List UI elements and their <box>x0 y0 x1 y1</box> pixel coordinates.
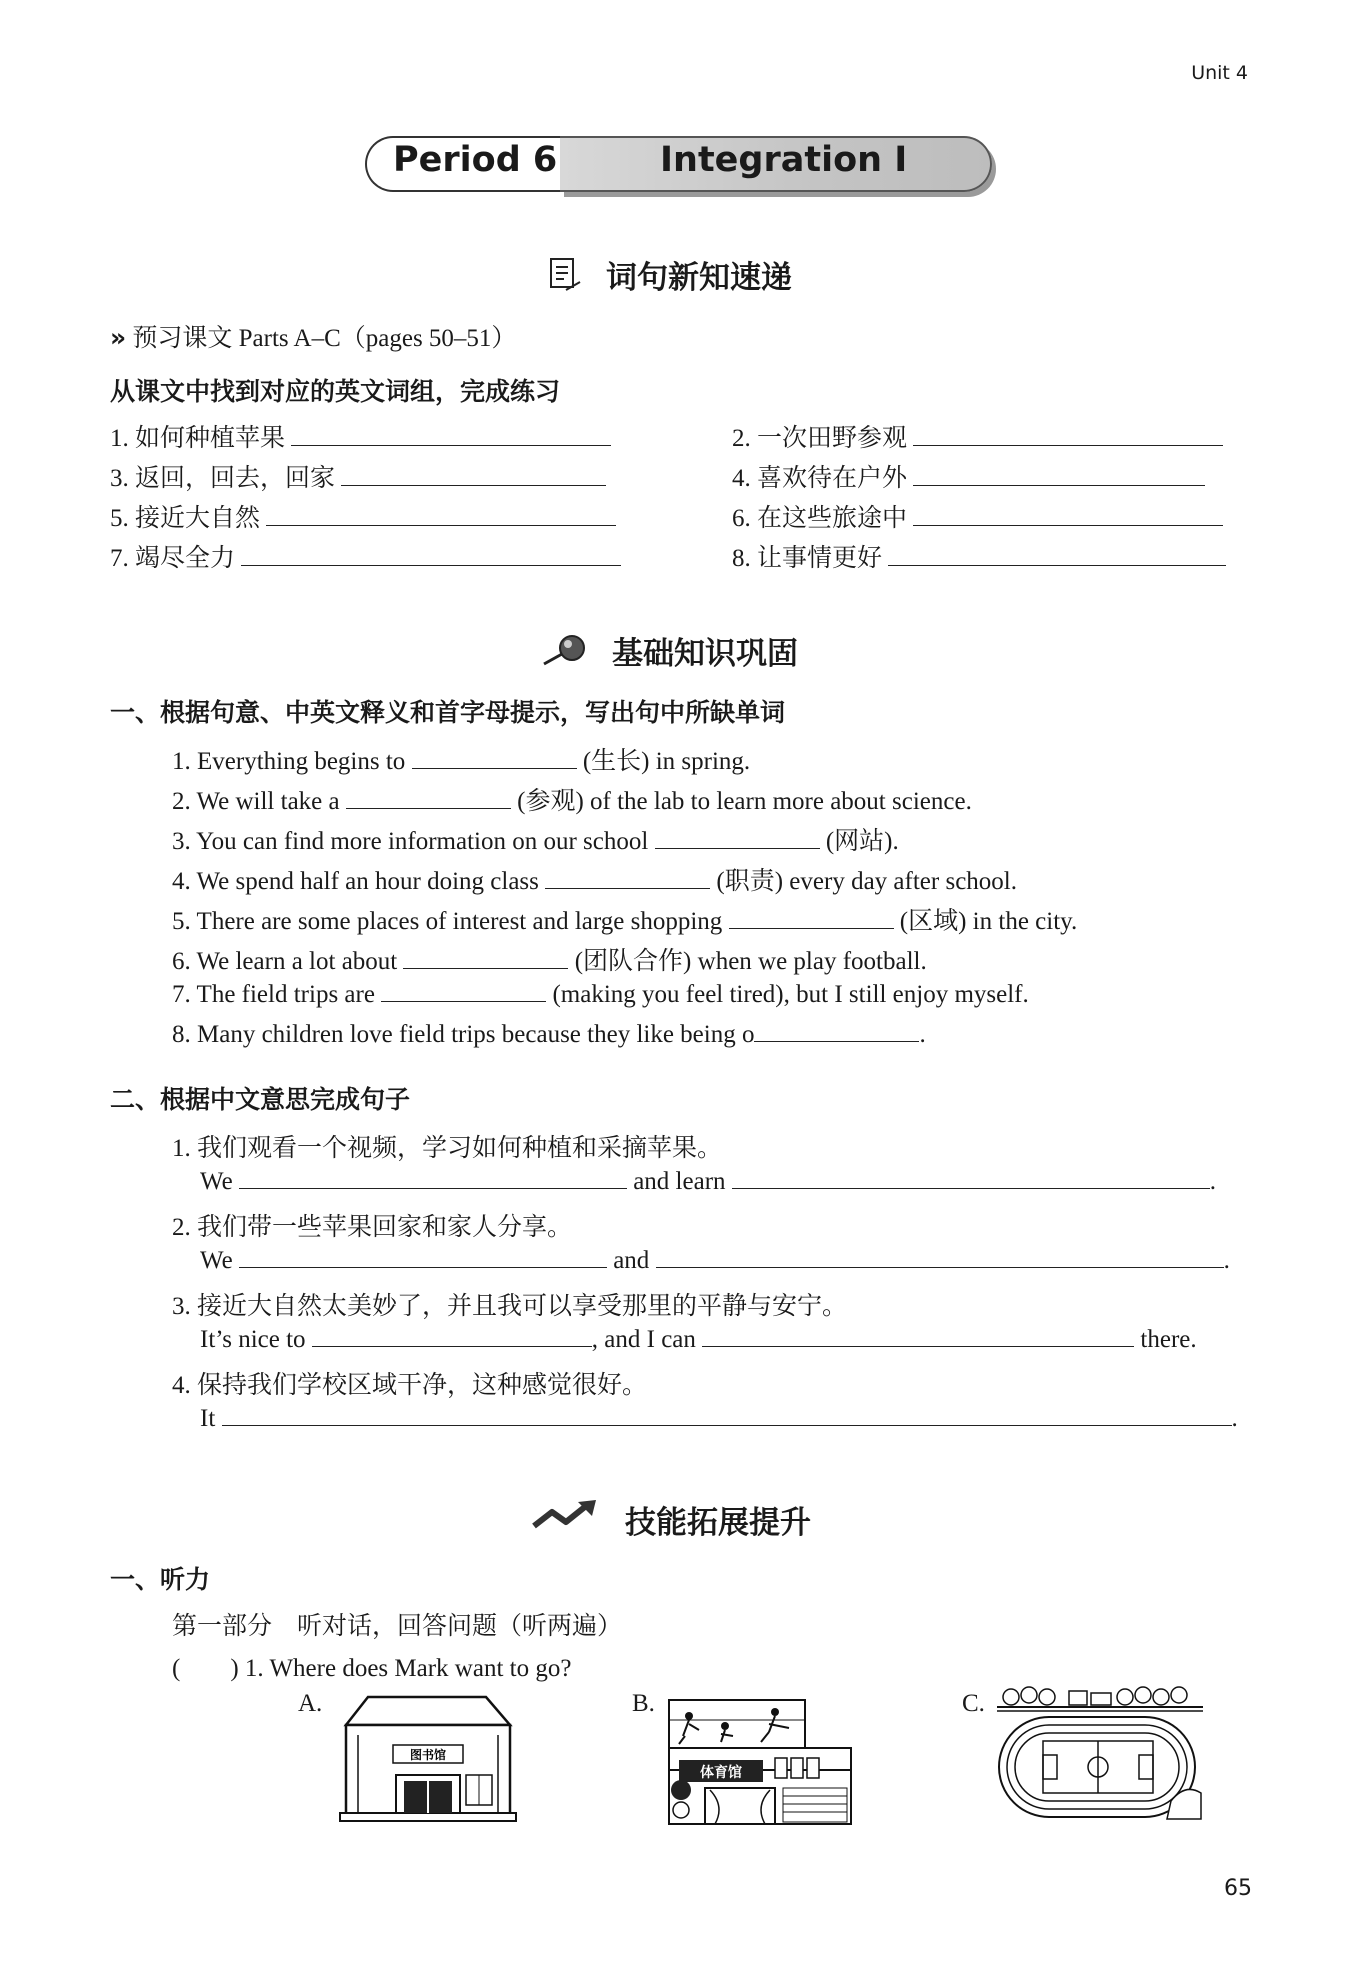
list-item: It . <box>200 1405 1238 1432</box>
answer-blank[interactable] <box>239 1168 627 1189</box>
listening-part: 第一部分 听对话，回答问题（听两遍） <box>172 1613 623 1640</box>
question-line: ( ) 1. Where does Mark want to go? <box>172 1655 572 1682</box>
list-item: 2. 我们带一些苹果回家和家人分享。 <box>172 1214 573 1241</box>
list-item: 4. We spend half an hour doing class (职责) every day after school. <box>172 868 1017 895</box>
list-item: 3. 返回，回去，回家 <box>110 458 606 494</box>
part2-heading: 二、根据中文意思完成句子 <box>110 1085 411 1114</box>
answer-bracket[interactable]: ( ) <box>172 1655 239 1682</box>
period-topic: Integration I <box>660 140 908 180</box>
list-item: We and . <box>200 1247 1230 1274</box>
answer-blank[interactable] <box>346 788 511 809</box>
answer-blank[interactable] <box>888 545 1226 566</box>
answer-blank[interactable] <box>702 1326 1134 1347</box>
list-item: 1. 我们观看一个视频，学习如何种植和采摘苹果。 <box>172 1135 723 1162</box>
answer-blank[interactable] <box>545 868 710 889</box>
answer-blank[interactable] <box>312 1326 592 1347</box>
list-item: We and learn . <box>200 1168 1217 1195</box>
list-item: 2. We will take a (参观) of the lab to learn more about science. <box>172 788 972 815</box>
answer-blank[interactable] <box>412 748 577 769</box>
library-sign: 图书馆 <box>409 1748 447 1762</box>
answer-blank[interactable] <box>913 505 1223 526</box>
answer-blank[interactable] <box>341 465 606 486</box>
library-image[interactable] <box>338 1695 518 1823</box>
section1-instruction: 从课文中找到对应的英文词组，完成练习 <box>110 377 561 406</box>
gym-sign: 体育馆 <box>700 1765 742 1781</box>
list-item: 8. Many children love field trips because they like being o . <box>172 1021 926 1048</box>
answer-blank[interactable] <box>656 1247 1224 1268</box>
list-item: 1. 如何种植苹果 <box>110 418 611 454</box>
unit-label: Unit 4 <box>1191 62 1248 84</box>
list-item: 7. 竭尽全力 <box>110 538 621 574</box>
section2-title: 基础知识巩固 <box>612 636 798 672</box>
answer-blank[interactable] <box>913 465 1205 486</box>
list-item: 4. 喜欢待在户外 <box>732 458 1205 494</box>
page-number: 65 <box>1224 1876 1252 1901</box>
answer-blank[interactable] <box>381 981 546 1002</box>
stadium-image[interactable] <box>995 1683 1205 1823</box>
option-a-label[interactable]: A. <box>298 1690 323 1717</box>
magnifier-icon <box>540 630 592 670</box>
answer-blank[interactable] <box>655 828 820 849</box>
answer-blank[interactable] <box>913 425 1223 446</box>
answer-blank[interactable] <box>222 1405 1232 1426</box>
list-item: 6. 在这些旅途中 <box>732 498 1223 534</box>
preview-text: 预习课文 Parts A–C（pages 50–51） <box>132 325 517 352</box>
list-item: It’s nice to , and I can there. <box>200 1326 1197 1353</box>
listening-heading: 一、听力 <box>110 1565 211 1594</box>
list-item: 8. 让事情更好 <box>732 538 1226 574</box>
answer-blank[interactable] <box>729 908 894 929</box>
preview-line: » 预习课文 Parts A–C（pages 50–51） <box>110 323 517 352</box>
answer-blank[interactable] <box>732 1168 1210 1189</box>
answer-blank[interactable] <box>239 1247 607 1268</box>
list-item: 3. You can find more information on our school (网站). <box>172 828 899 855</box>
notebook-icon <box>548 256 584 294</box>
list-item: 4. 保持我们学校区域干净，这种感觉很好。 <box>172 1372 648 1399</box>
gym-image[interactable] <box>665 1698 855 1828</box>
answer-blank[interactable] <box>403 948 568 969</box>
section3-title: 技能拓展提升 <box>625 1505 811 1541</box>
part1-heading: 一、根据句意、中英文释义和首字母提示，写出句中所缺单词 <box>110 698 786 727</box>
list-item: 2. 一次田野参观 <box>732 418 1223 454</box>
period-banner <box>365 136 995 194</box>
list-item: 3. 接近大自然太美妙了，并且我可以享受那里的平静与安宁。 <box>172 1293 848 1320</box>
list-item: 5. There are some places of interest and large shopping (区域) in the city. <box>172 908 1078 935</box>
answer-blank[interactable] <box>241 545 621 566</box>
list-item: 6. We learn a lot about (团队合作) when we play football. <box>172 948 927 975</box>
answer-blank[interactable] <box>266 505 616 526</box>
option-b-label[interactable]: B. <box>632 1690 655 1717</box>
list-item: 1. Everything begins to (生长) in spring. <box>172 748 751 775</box>
answer-blank[interactable] <box>291 425 611 446</box>
section1-title: 词句新知速递 <box>606 260 792 296</box>
trend-arrow-icon <box>530 1498 602 1532</box>
answer-blank[interactable] <box>754 1021 919 1042</box>
list-item: 7. The field trips are (making you feel tired), but I still enjoy myself. <box>172 981 1029 1008</box>
period-label: Period 6 <box>393 140 558 180</box>
option-c-label[interactable]: C. <box>962 1690 985 1717</box>
list-item: 5. 接近大自然 <box>110 498 616 534</box>
